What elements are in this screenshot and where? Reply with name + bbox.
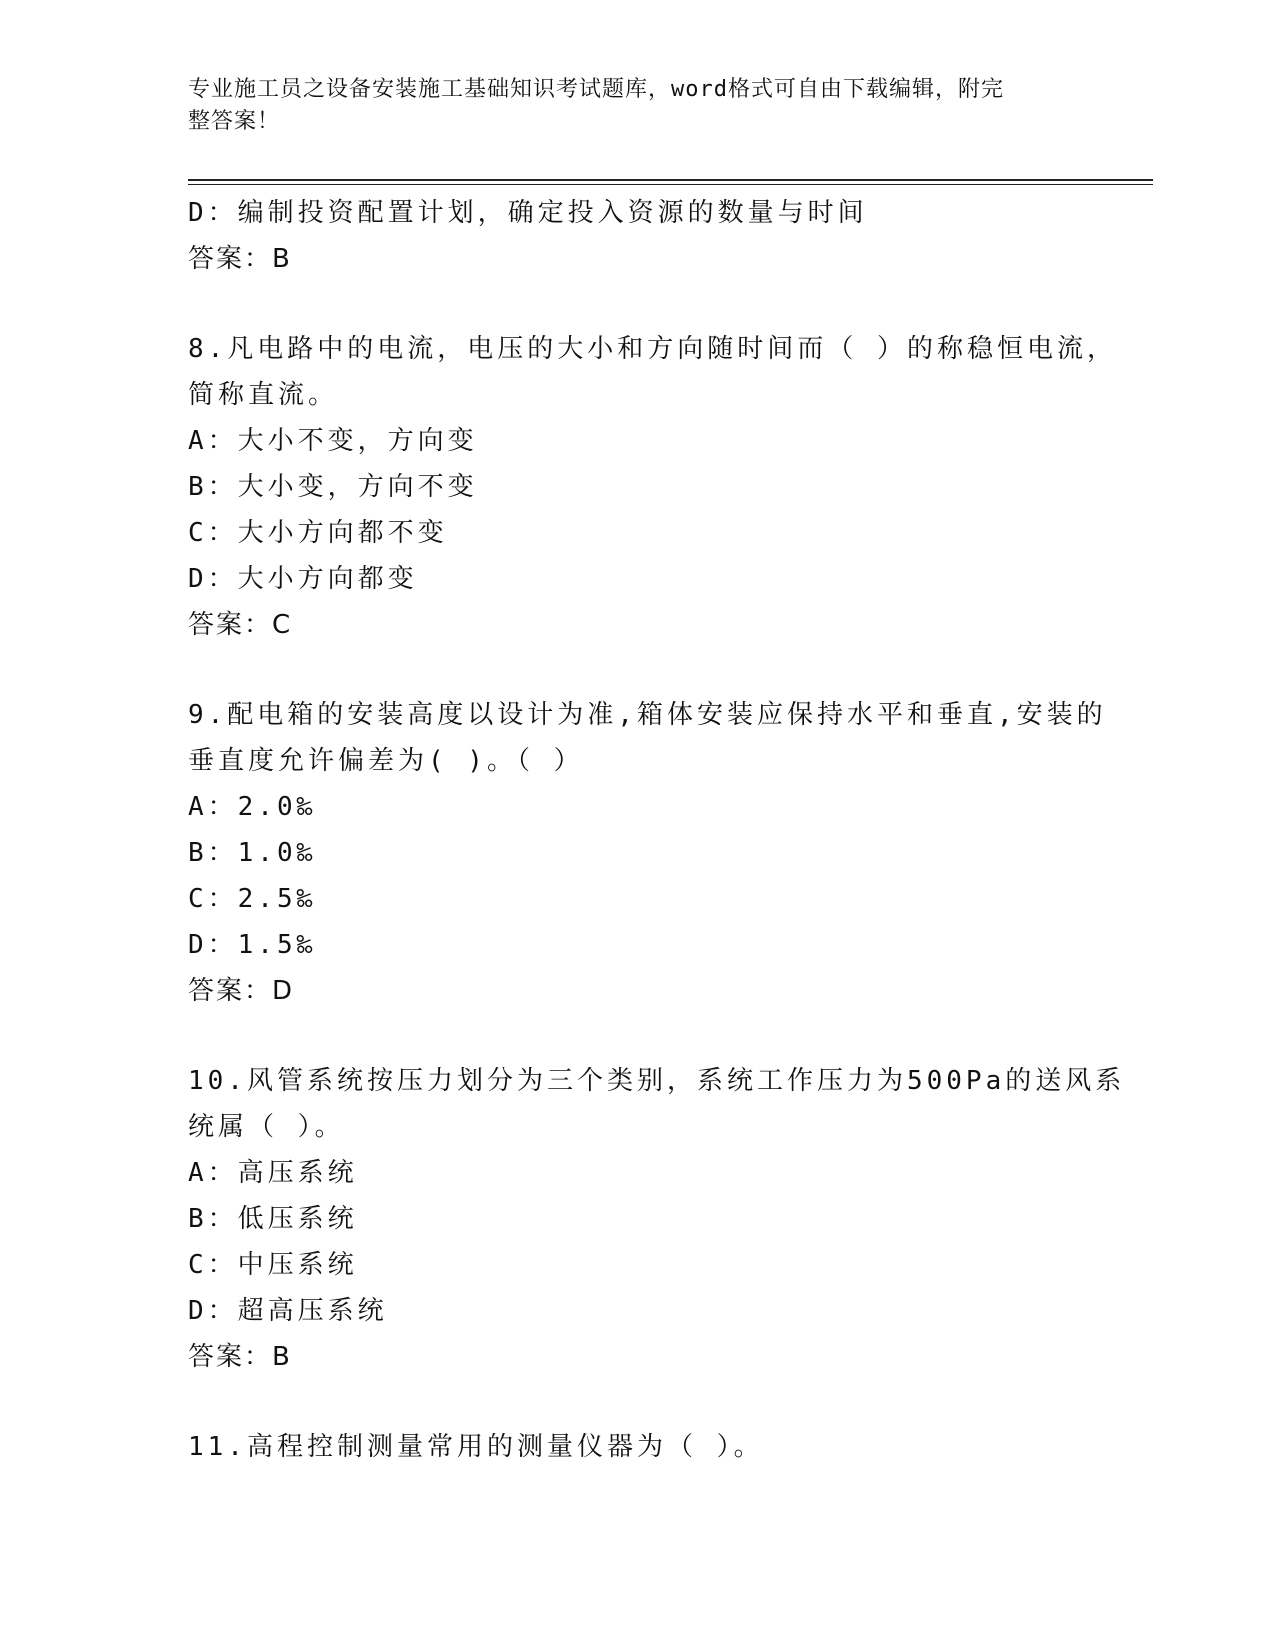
option-d: D：1.5‰: [188, 930, 317, 960]
option-b: B：低压系统: [188, 1204, 358, 1234]
option-b: B：大小变，方向不变: [188, 472, 478, 502]
option-c: C：大小方向都不变: [188, 518, 448, 548]
header-line-1: 专业施工员之设备安装施工基础知识考试题库，word格式可自由下载编辑，附完: [188, 77, 1004, 102]
question-stem-line-1: 8.凡电路中的电流，电压的大小和方向随时间而（ ）的称稳恒电流，: [188, 334, 1117, 364]
option-d: D：大小方向都变: [188, 564, 418, 594]
question-7-tail: [188, 190, 1088, 282]
answer: 答案：D: [188, 976, 295, 1006]
question-stem-line-2: 垂直度允许偏差为( )。（ ）: [188, 746, 584, 776]
option-d: D：编制投资配置计划，确定投入资源的数量与时间: [188, 198, 868, 228]
answer: 答案：B: [188, 244, 292, 274]
question-10: [188, 1058, 1126, 1380]
option-a: A：大小不变，方向变: [188, 426, 478, 456]
question-stem-line-1: 9.配电箱的安装高度以设计为准,箱体安装应保持水平和垂直,安装的: [188, 700, 1107, 730]
question-stem-line-1: 10.风管系统按压力划分为三个类别，系统工作压力为500Pa的送风系: [188, 1066, 1126, 1096]
header-rule-thin: [188, 184, 1153, 185]
option-b: B：1.0‰: [188, 838, 317, 868]
question-stem-line-2: 简称直流。: [188, 380, 339, 410]
document-header: [188, 74, 1088, 138]
option-d: D：超高压系统: [188, 1296, 388, 1326]
answer: 答案：C: [188, 610, 293, 640]
header-rule-thick: [188, 179, 1153, 181]
option-c: C：2.5‰: [188, 884, 317, 914]
option-a: A：2.0‰: [188, 792, 317, 822]
question-stem-line-1: 11.高程控制测量常用的测量仪器为（ ）。: [188, 1432, 764, 1462]
question-11: [188, 1424, 1088, 1470]
answer: 答案：B: [188, 1342, 292, 1372]
question-8: [188, 326, 1117, 648]
question-9: [188, 692, 1107, 1014]
option-c: C：中压系统: [188, 1250, 358, 1280]
question-stem-line-2: 统属（ ）。: [188, 1112, 345, 1142]
option-a: A：高压系统: [188, 1158, 358, 1188]
header-line-2: 整答案！: [188, 109, 281, 134]
document-body: [188, 190, 1126, 1470]
